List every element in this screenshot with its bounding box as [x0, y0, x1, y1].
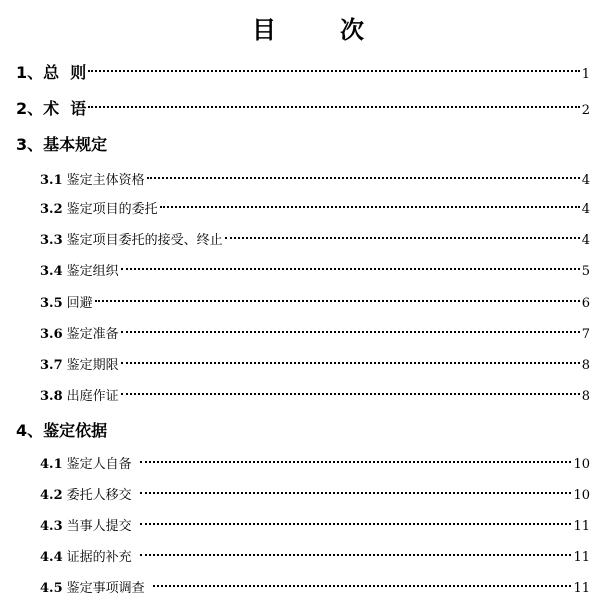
toc-entry-3-5[interactable] [40, 294, 590, 314]
toc-entry-number: 4.4 [40, 550, 63, 565]
toc-title-char-2: 次 [340, 16, 364, 44]
toc-entry-page: 4 [581, 202, 590, 217]
toc-entry-chapter-3[interactable] [16, 133, 590, 157]
toc-entry-number: 4.2 [40, 488, 63, 503]
toc-entry-page: 8 [581, 358, 590, 373]
toc-entry-page: 7 [581, 327, 590, 342]
dot-leader [140, 554, 572, 556]
toc-entry-label: 总 则 [43, 63, 87, 82]
dot-leader [121, 331, 580, 333]
toc-entry-3-1[interactable] [40, 171, 590, 191]
toc-entry-4-4[interactable] [40, 548, 590, 568]
toc-entry-label: 鉴定组织 [66, 264, 119, 279]
toc-entry-4-1[interactable] [40, 455, 590, 475]
toc-entry-3-7[interactable] [40, 356, 590, 376]
toc-entry-number: 3.3 [40, 233, 63, 248]
toc-entry-chapter-1[interactable] [16, 61, 590, 87]
toc-entry-number: 3、 [16, 135, 44, 154]
toc-entry-4-5[interactable] [40, 579, 590, 599]
toc-entry-number: 2、 [16, 99, 44, 118]
dot-leader [95, 300, 580, 302]
toc-entry-label: 证据的补充 [66, 550, 132, 565]
toc-entry-label: 鉴定项目的委托 [66, 202, 158, 217]
dot-leader [121, 362, 580, 364]
toc-entry-label: 基本规定 [43, 135, 108, 154]
toc-entry-page: 4 [581, 173, 590, 188]
toc-entry-3-6[interactable] [40, 325, 590, 345]
dot-leader [121, 268, 580, 270]
toc-entry-page: 8 [581, 389, 590, 404]
toc-entry-number: 3.7 [40, 358, 63, 373]
toc-entry-number: 3.1 [40, 173, 63, 188]
toc-entry-label: 回避 [66, 296, 93, 311]
toc-entry-label: 鉴定人自备 [66, 457, 132, 472]
toc-entry-4-3[interactable] [40, 517, 590, 537]
dot-leader [140, 523, 572, 525]
toc-entry-number: 4.3 [40, 519, 63, 534]
dot-leader [160, 206, 580, 208]
toc-entry-chapter-4[interactable] [16, 419, 590, 443]
dot-leader [225, 237, 580, 239]
toc-entry-label: 出庭作证 [66, 389, 119, 404]
toc-entry-label: 鉴定期限 [66, 358, 119, 373]
toc-entry-number: 4、 [16, 421, 44, 440]
toc-entry-4-2[interactable] [40, 486, 590, 506]
toc-entry-label: 委托人移交 [66, 488, 132, 503]
toc-entry-number: 4.5 [40, 581, 63, 596]
toc-entry-label: 鉴定主体资格 [66, 173, 145, 188]
toc-entry-number: 3.5 [40, 296, 63, 311]
toc-entry-3-2[interactable] [40, 200, 590, 220]
toc-entry-label: 术 语 [43, 99, 87, 118]
dot-leader [140, 492, 572, 494]
dot-leader [121, 393, 580, 395]
toc-entry-label: 鉴定准备 [66, 327, 119, 342]
toc-entry-page: 11 [573, 550, 590, 565]
dot-leader [140, 461, 572, 463]
toc-entry-label: 当事人提交 [66, 519, 132, 534]
toc-title-char-1: 目 [252, 16, 276, 44]
toc-entry-page: 10 [573, 488, 590, 503]
toc-entry-number: 4.1 [40, 457, 63, 472]
toc-entry-page: 11 [573, 581, 590, 596]
toc-entry-page: 1 [581, 67, 590, 82]
toc-title [0, 14, 616, 46]
toc-entry-number: 3.4 [40, 264, 63, 279]
toc-entry-page: 6 [581, 296, 590, 311]
toc-entry-page: 4 [581, 233, 590, 248]
toc-entry-page: 10 [573, 457, 590, 472]
toc-entry-page: 11 [573, 519, 590, 534]
toc-entry-number: 3.8 [40, 389, 63, 404]
dot-leader [153, 585, 572, 587]
toc-entry-page: 5 [581, 264, 590, 279]
dot-leader [88, 106, 579, 108]
toc-entry-page: 2 [581, 103, 590, 118]
dot-leader [88, 70, 579, 72]
dot-leader [147, 177, 580, 179]
toc-entry-label: 鉴定依据 [43, 421, 108, 440]
toc-entry-number: 3.6 [40, 327, 63, 342]
toc-entry-3-4[interactable] [40, 262, 590, 282]
toc-entry-3-8[interactable] [40, 387, 590, 407]
toc-entry-number: 1、 [16, 63, 44, 82]
toc-entry-label: 鉴定事项调查 [66, 581, 145, 596]
toc-entry-3-3[interactable] [40, 231, 590, 251]
toc-entry-number: 3.2 [40, 202, 63, 217]
toc-entry-chapter-2[interactable] [16, 97, 590, 123]
toc-entry-label: 鉴定项目委托的接受、终止 [66, 233, 223, 248]
